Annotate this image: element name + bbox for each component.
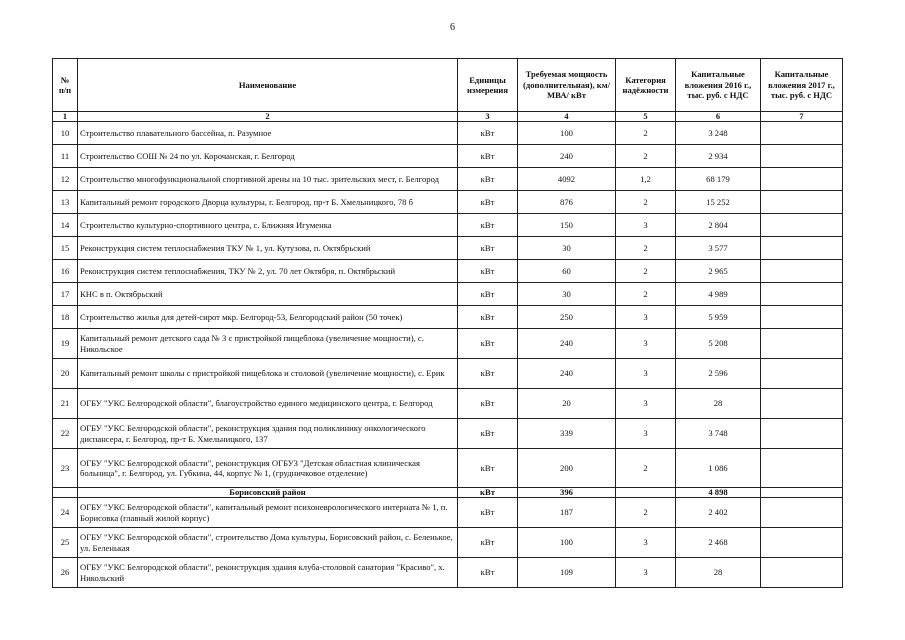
column-number: 1 bbox=[53, 112, 78, 122]
row-name: Строительство многофункциональной спортивной арены на 10 тыс. зрительских мест, г. Белгород bbox=[78, 168, 458, 191]
row-number: 16 bbox=[53, 260, 78, 283]
table-row bbox=[53, 359, 843, 389]
row-name: Строительство жилья для детей-сирот мкр. Белгород-53, Белгородский район (50 точек) bbox=[78, 306, 458, 329]
row-number bbox=[53, 488, 78, 498]
row-number: 14 bbox=[53, 214, 78, 237]
row-number: 24 bbox=[53, 498, 78, 528]
table-row bbox=[53, 237, 843, 260]
row-category: 2 bbox=[616, 449, 676, 488]
row-power: 339 bbox=[518, 419, 616, 449]
header-cap-2017: Капитальные вложения 2017 г., тыс. руб. с НДС bbox=[761, 59, 843, 112]
row-number: 12 bbox=[53, 168, 78, 191]
row-number: 17 bbox=[53, 283, 78, 306]
row-cap-2016: 2 468 bbox=[676, 528, 761, 558]
row-number: 13 bbox=[53, 191, 78, 214]
row-number: 25 bbox=[53, 528, 78, 558]
row-number: 11 bbox=[53, 145, 78, 168]
row-cap-2017 bbox=[761, 145, 843, 168]
row-unit: кВт bbox=[458, 237, 518, 260]
row-number: 10 bbox=[53, 122, 78, 145]
row-cap-2017 bbox=[761, 283, 843, 306]
row-cap-2017 bbox=[761, 558, 843, 588]
row-power: 150 bbox=[518, 214, 616, 237]
row-cap-2017 bbox=[761, 191, 843, 214]
table-row bbox=[53, 260, 843, 283]
row-number: 20 bbox=[53, 359, 78, 389]
district-subtotal-row bbox=[53, 488, 843, 498]
row-cap-2017 bbox=[761, 419, 843, 449]
row-cap-2016: 68 179 bbox=[676, 168, 761, 191]
row-category: 2 bbox=[616, 191, 676, 214]
row-category: 2 bbox=[616, 145, 676, 168]
capital-investment-table bbox=[52, 58, 843, 588]
row-unit: кВт bbox=[458, 168, 518, 191]
row-cap-2016: 2 934 bbox=[676, 145, 761, 168]
row-cap-2017 bbox=[761, 306, 843, 329]
column-number: 7 bbox=[761, 112, 843, 122]
header-category: Категория надёжности bbox=[616, 59, 676, 112]
row-cap-2017 bbox=[761, 214, 843, 237]
row-power: 20 bbox=[518, 389, 616, 419]
row-unit: кВт bbox=[458, 449, 518, 488]
row-unit: кВт bbox=[458, 389, 518, 419]
row-name: ОГБУ "УКС Белгородской области", реконструкция здания клуба-столовой санатория "Красиво", х. Никольский bbox=[78, 558, 458, 588]
row-cap-2016: 28 bbox=[676, 558, 761, 588]
row-category: 2 bbox=[616, 283, 676, 306]
table-header-row bbox=[53, 59, 843, 112]
row-unit: кВт bbox=[458, 498, 518, 528]
row-name: Строительство СОШ № 24 по ул. Корочанская, г. Белгород bbox=[78, 145, 458, 168]
table-row bbox=[53, 419, 843, 449]
table-row bbox=[53, 122, 843, 145]
row-unit: кВт bbox=[458, 528, 518, 558]
row-category: 2 bbox=[616, 122, 676, 145]
row-unit: кВт bbox=[458, 359, 518, 389]
row-category: 3 bbox=[616, 359, 676, 389]
row-cap-2017 bbox=[761, 168, 843, 191]
row-unit: кВт bbox=[458, 306, 518, 329]
row-category: 2 bbox=[616, 498, 676, 528]
row-name: Строительство плавательного бассейна, п. Разумное bbox=[78, 122, 458, 145]
row-name: КНС в п. Октябрьский bbox=[78, 283, 458, 306]
row-number: 18 bbox=[53, 306, 78, 329]
row-unit: кВт bbox=[458, 558, 518, 588]
column-number: 5 bbox=[616, 112, 676, 122]
row-name: Реконструкция систем теплоснабжения, ТКУ № 2, ул. 70 лет Октября, п. Октябрьский bbox=[78, 260, 458, 283]
table-row bbox=[53, 214, 843, 237]
table-row bbox=[53, 389, 843, 419]
row-category: 2 bbox=[616, 237, 676, 260]
row-name: Капитальный ремонт городского Дворца культуры, г. Белгород, пр-т Б. Хмельницкого, 78 б bbox=[78, 191, 458, 214]
row-power: 240 bbox=[518, 145, 616, 168]
row-name: Строительство культурно-спортивного центра, с. Ближняя Игуменка bbox=[78, 214, 458, 237]
row-number: 23 bbox=[53, 449, 78, 488]
row-unit: кВт bbox=[458, 283, 518, 306]
header-unit: Единицы измерения bbox=[458, 59, 518, 112]
table-row bbox=[53, 283, 843, 306]
row-name: Капитальный ремонт детского сада № 3 с пристройкой пищеблока (увеличение мощности), с. Никольское bbox=[78, 329, 458, 359]
row-number: 21 bbox=[53, 389, 78, 419]
row-power: 100 bbox=[518, 528, 616, 558]
row-power: 200 bbox=[518, 449, 616, 488]
row-category: 3 bbox=[616, 214, 676, 237]
row-cap-2017 bbox=[761, 389, 843, 419]
row-unit: кВт bbox=[458, 122, 518, 145]
row-category: 3 bbox=[616, 306, 676, 329]
row-cap-2016: 3 248 bbox=[676, 122, 761, 145]
row-name: ОГБУ "УКС Белгородской области", капитальный ремонт психоневрологического интерната № 1, п. Борисовка (главный жилой корпус) bbox=[78, 498, 458, 528]
row-unit: кВт bbox=[458, 488, 518, 498]
row-name: ОГБУ "УКС Белгородской области", строительство Дома культуры, Борисовский район, с. Беленькое, ул. Беленькая bbox=[78, 528, 458, 558]
header-num: № п/п bbox=[53, 59, 78, 112]
row-cap-2016: 28 bbox=[676, 389, 761, 419]
row-number: 22 bbox=[53, 419, 78, 449]
row-cap-2017 bbox=[761, 260, 843, 283]
row-power: 240 bbox=[518, 329, 616, 359]
row-unit: кВт bbox=[458, 329, 518, 359]
row-cap-2016: 3 577 bbox=[676, 237, 761, 260]
row-power: 60 bbox=[518, 260, 616, 283]
row-cap-2016: 1 086 bbox=[676, 449, 761, 488]
table-row bbox=[53, 168, 843, 191]
row-power: 30 bbox=[518, 283, 616, 306]
row-name: Реконструкция систем теплоснабжения ТКУ № 1, ул. Кутузова, п. Октябрьский bbox=[78, 237, 458, 260]
row-category: 1,2 bbox=[616, 168, 676, 191]
row-cap-2016: 4 989 bbox=[676, 283, 761, 306]
table-row bbox=[53, 329, 843, 359]
column-number: 3 bbox=[458, 112, 518, 122]
row-name: Борисовский район bbox=[78, 488, 458, 498]
table-row bbox=[53, 306, 843, 329]
row-cap-2016: 15 252 bbox=[676, 191, 761, 214]
column-number: 4 bbox=[518, 112, 616, 122]
row-category: 3 bbox=[616, 419, 676, 449]
table-body bbox=[53, 122, 843, 588]
column-number-row bbox=[53, 112, 843, 122]
row-cap-2016: 2 804 bbox=[676, 214, 761, 237]
row-cap-2016: 4 898 bbox=[676, 488, 761, 498]
header-name: Наименование bbox=[78, 59, 458, 112]
row-cap-2017 bbox=[761, 498, 843, 528]
row-cap-2017 bbox=[761, 528, 843, 558]
row-power: 4092 bbox=[518, 168, 616, 191]
row-name: Капитальный ремонт школы с пристройкой пищеблока и столовой (увеличение мощности), с. Ерик bbox=[78, 359, 458, 389]
row-unit: кВт bbox=[458, 419, 518, 449]
row-category: 3 bbox=[616, 528, 676, 558]
row-cap-2016: 5 208 bbox=[676, 329, 761, 359]
header-cap-2016: Капитальные вложения 2016 г., тыс. руб. с НДС bbox=[676, 59, 761, 112]
row-category: 2 bbox=[616, 260, 676, 283]
column-number: 6 bbox=[676, 112, 761, 122]
row-category: 3 bbox=[616, 389, 676, 419]
table-row bbox=[53, 449, 843, 488]
row-unit: кВт bbox=[458, 145, 518, 168]
row-number: 15 bbox=[53, 237, 78, 260]
row-cap-2017 bbox=[761, 488, 843, 498]
row-cap-2016: 2 402 bbox=[676, 498, 761, 528]
table-row bbox=[53, 145, 843, 168]
row-number: 19 bbox=[53, 329, 78, 359]
row-power: 240 bbox=[518, 359, 616, 389]
page-number: 6 bbox=[450, 22, 455, 33]
row-power: 396 bbox=[518, 488, 616, 498]
row-power: 876 bbox=[518, 191, 616, 214]
row-name: ОГБУ "УКС Белгородской области", благоустройство единого медицинского центра, г. Белгород bbox=[78, 389, 458, 419]
row-power: 109 bbox=[518, 558, 616, 588]
row-cap-2016: 3 748 bbox=[676, 419, 761, 449]
row-unit: кВт bbox=[458, 191, 518, 214]
row-unit: кВт bbox=[458, 260, 518, 283]
row-power: 100 bbox=[518, 122, 616, 145]
row-category: 3 bbox=[616, 558, 676, 588]
table-row bbox=[53, 528, 843, 558]
row-cap-2016: 5 959 bbox=[676, 306, 761, 329]
row-cap-2017 bbox=[761, 329, 843, 359]
row-cap-2017 bbox=[761, 237, 843, 260]
row-number: 26 bbox=[53, 558, 78, 588]
row-cap-2017 bbox=[761, 122, 843, 145]
row-name: ОГБУ "УКС Белгородской области", реконструкция здания под поликлинику онкологического диспансера, г. Белгород, пр-т Б. Хмельницкого, 137 bbox=[78, 419, 458, 449]
row-category bbox=[616, 488, 676, 498]
row-power: 250 bbox=[518, 306, 616, 329]
column-number: 2 bbox=[78, 112, 458, 122]
table-row bbox=[53, 498, 843, 528]
row-cap-2017 bbox=[761, 449, 843, 488]
row-name: ОГБУ "УКС Белгородской области", реконструкция ОГБУЗ "Детская областная клиническая больница", г. Белгород, ул. Губкина, 44, корпус № 1, (грудничковое отделение) bbox=[78, 449, 458, 488]
row-cap-2017 bbox=[761, 359, 843, 389]
row-cap-2016: 2 596 bbox=[676, 359, 761, 389]
table-row bbox=[53, 558, 843, 588]
row-cap-2016: 2 965 bbox=[676, 260, 761, 283]
row-power: 187 bbox=[518, 498, 616, 528]
header-power: Требуемая мощность (дополнительная), км/ МВА/ кВт bbox=[518, 59, 616, 112]
row-category: 3 bbox=[616, 329, 676, 359]
table-row bbox=[53, 191, 843, 214]
row-power: 30 bbox=[518, 237, 616, 260]
row-unit: кВт bbox=[458, 214, 518, 237]
